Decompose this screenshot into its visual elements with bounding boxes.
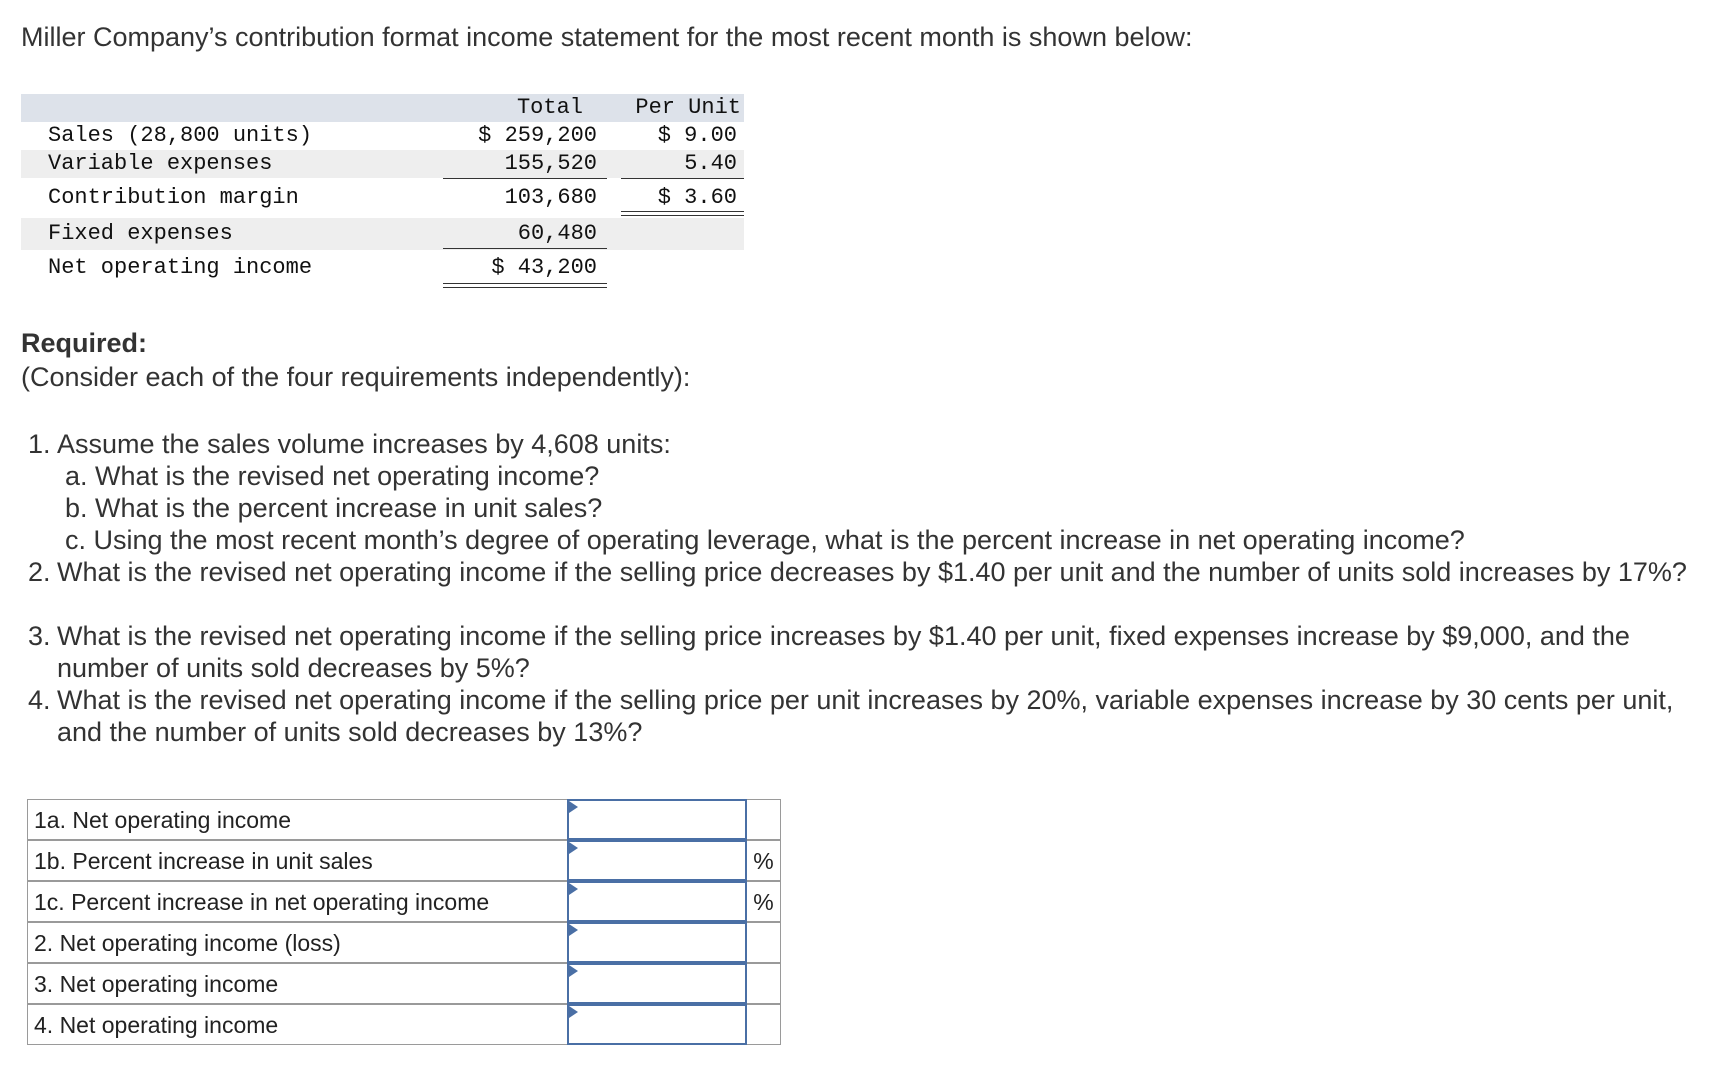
answer-label: 1a. Net operating income [27, 799, 567, 840]
question-1b: b. What is the percent increase in unit sales? [65, 493, 603, 523]
input-marker-icon [569, 965, 578, 977]
row-total: $ 259,200 [478, 123, 597, 148]
row-label: Contribution margin [48, 185, 299, 210]
question-number: 2. [28, 557, 51, 587]
row-per-unit: $ 3.60 [657, 185, 737, 210]
question-text: What is the revised net operating income if the selling price decreases by $1.40 per unit and the number of units sold increases by 17%? [57, 557, 1687, 587]
underline [443, 178, 607, 179]
question-text: What is the revised net operating income if the selling price per unit increases by 20%, variable expenses increase by 30 cents per unit, and the number of units sold decreases by 13%? [57, 685, 1674, 747]
answer-unit [747, 1004, 781, 1045]
answer-input-cell [567, 799, 747, 840]
answer-row-2 [27, 922, 781, 963]
statement-header-row [21, 94, 744, 122]
answer-unit: % [747, 840, 781, 881]
row-total: 155,520 [504, 151, 597, 176]
answer-label: 1b. Percent increase in unit sales [27, 840, 567, 881]
required-heading: Required: [21, 328, 148, 358]
answer-input-2[interactable] [569, 924, 745, 961]
answer-input-cell [567, 922, 747, 963]
intro-text: Miller Company’s contribution format income statement for the most recent month is shown below: [21, 22, 1193, 52]
question-number: 4. [28, 685, 51, 715]
underline [443, 248, 607, 249]
question-1a: a. What is the revised net operating income? [65, 461, 600, 491]
statement-row-net-operating-income [21, 252, 744, 284]
row-label: Sales (28,800 units) [48, 123, 313, 148]
double-underline [443, 283, 607, 288]
row-total: 103,680 [504, 185, 597, 210]
answer-row-3 [27, 963, 781, 1004]
answer-input-3[interactable] [569, 965, 745, 1002]
answer-unit: % [747, 881, 781, 922]
answer-label: 4. Net operating income [27, 1004, 567, 1045]
question-text: What is the revised net operating income if the selling price increases by $1.40 per unit, fixed expenses increase by $9,000, and the number of units sold decreases by 5%? [57, 621, 1630, 683]
question-number: 3. [28, 621, 51, 651]
answer-input-cell [567, 1004, 747, 1045]
input-marker-icon [569, 1006, 578, 1018]
input-marker-icon [569, 883, 578, 895]
answer-input-1a[interactable] [569, 801, 745, 838]
input-marker-icon [569, 801, 578, 813]
answer-row-1c [27, 881, 781, 922]
row-label: Variable expenses [48, 151, 273, 176]
question-1c: c. Using the most recent month’s degree of operating leverage, what is the percent increase in net operating income? [65, 525, 1465, 555]
input-marker-icon [569, 842, 578, 854]
double-underline [621, 211, 744, 216]
row-per-unit: 5.40 [684, 151, 737, 176]
header-per-unit: Per Unit [635, 95, 741, 120]
answer-unit [747, 963, 781, 1004]
row-label: Net operating income [48, 255, 313, 280]
statement-row-fixed-expenses [21, 218, 744, 250]
question-text: Assume the sales volume increases by 4,608 units: [57, 429, 671, 459]
required-section [21, 326, 690, 394]
answer-input-cell [567, 840, 747, 881]
answer-row-1b [27, 840, 781, 881]
underline [621, 178, 744, 179]
row-total: 60,480 [517, 221, 597, 246]
input-marker-icon [569, 924, 578, 936]
answer-table [27, 799, 781, 1046]
answer-label: 3. Net operating income [27, 963, 567, 1004]
answer-unit [747, 799, 781, 840]
answer-unit [747, 922, 781, 963]
answer-label: 1c. Percent increase in net operating income [27, 881, 567, 922]
answer-row-1a [27, 799, 781, 840]
answer-input-cell [567, 881, 747, 922]
row-total: $ 43,200 [491, 255, 597, 280]
question-number: 1. [28, 429, 51, 459]
answer-input-cell [567, 963, 747, 1004]
answer-input-1b[interactable] [569, 842, 745, 879]
answer-input-4[interactable] [569, 1006, 745, 1043]
row-label: Fixed expenses [48, 221, 233, 246]
answer-row-4 [27, 1004, 781, 1045]
header-total: Total [516, 95, 583, 120]
answer-input-1c[interactable] [569, 883, 745, 920]
required-note: (Consider each of the four requirements independently): [21, 362, 691, 392]
answer-label: 2. Net operating income (loss) [27, 922, 567, 963]
row-per-unit: $ 9.00 [657, 123, 737, 148]
statement-row-variable-expenses [21, 150, 744, 178]
statement-row-sales [21, 122, 744, 150]
